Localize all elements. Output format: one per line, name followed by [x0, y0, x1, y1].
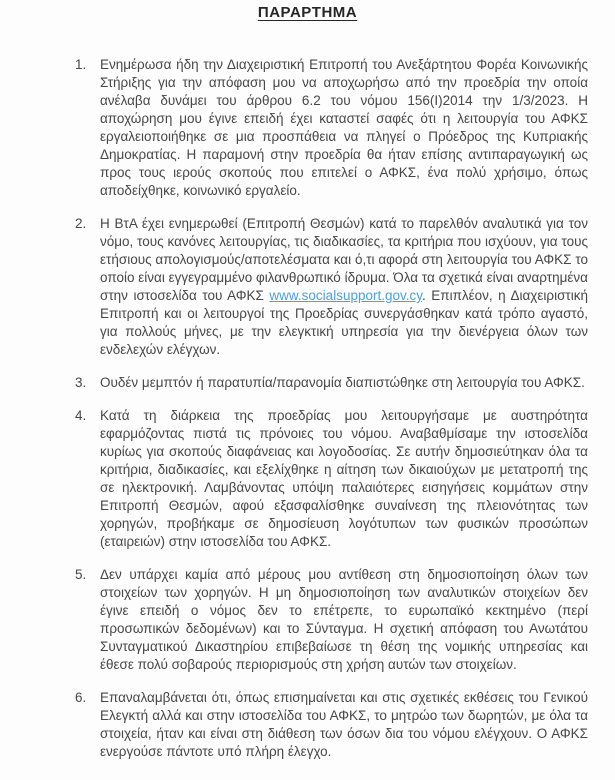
item-number: 4.	[75, 408, 87, 423]
item-text: Κατά τη διάρκεια της προεδρίας μου λειτουργήσαμε με αυστηρότητα εφαρμόζοντας πιστά τις πρόνοιες του νόμου. Αναβαθμίσαμε την ιστοσελίδα κυρίως για σκοπούς διαφάνειας και λογοδοσίας. Σε αυτήν δημοσιεύτηκαν όλα τα κριτήρια, διαδικασίες, και εξελίχθηκε η αίτηση των δικαιούχων με μετατροπή της σε ηλεκτρονική. Λαμβάνοντας υπόψη παλαιότερες εισηγήσεις κομμάτων στην Επιτροπή Θεσμών, αφού εξασφαλίσθηκε συναίνεση της πλειονότητας των χορηγών, προβήκαμε σε δημοσίευση λογότυπων των φυσικών προσώπων (εταιρειών) στην ιστοσελίδα του ΑΦΚΣ.	[100, 408, 588, 549]
item-text: Ενημέρωσα ήδη την Διαχειριστική Επιτροπή του Ανεξάρτητου Φορέα Κοινωνικής Στήριξης για την απόφαση μου να αποχωρήσω από την προεδρία την οποία ανέλαβα δυνάμει του άρθρου 6.2 του νόμου 156(Ι)2014 την 1/3/2023. Η αποχώρηση μου έγινε επειδή έχει καταστεί σαφές ότι η λειτουργία του ΑΦΚΣ εργαλειοποιήθηκε σε μια προσπάθεια να πληγεί ο Πρόεδρος της Κυπριακής Δημοκρατίας. Η παραμονή στην προεδρία θα ήταν επίσης αντιπαραγωγική ως προς τους ιερούς σκοπούς που επιτελεί ο ΑΦΚΣ, ένα πολύ χρήσιμο, όπως αποδείχθηκε, κοινωνικό εργαλείο.	[100, 57, 588, 198]
list-item-3	[0, 374, 588, 392]
list-item-2	[0, 215, 588, 359]
list-item-1	[0, 56, 588, 200]
list-item-5	[0, 566, 588, 674]
item-text-after-link: . Επιπλέον, η Διαχειριστική Επιτροπή και οι λειτουργοί της Προεδρίας συνεργάσθηκαν κατά τρόπο αγαστό, για πολλούς μήνες, με την ελεγκτική υπηρεσία για την διενέργεια όλων των ενδελεχών ελέγχων.	[100, 288, 588, 357]
list-item-4	[0, 407, 588, 551]
item-text-before-link: Η ΒτΑ έχει ενημερωθεί (Επιτροπή Θεσμών) κατά το παρελθόν αναλυτικά για τον νόμο, τους κανόνες λειτουργίας, τις διαδικασίες, τα κριτήρια που ισχύουν, για τους ετήσιους απολογισμούς/αποτελέσματα και ό,τι αφορά στη λειτουργία του ΑΦΚΣ το οποίο είναι εγγεγραμμένο φιλανθρωπικό ίδρυμα. Όλα τα σχετικά είναι αναρτημένα στην ιστοσελίδα του ΑΦΚΣ	[100, 216, 588, 303]
socialsupport-link[interactable]: www.socialsupport.gov.cy	[269, 288, 422, 303]
item-text: Δεν υπάρχει καμία από μέρους μου αντίθεση στη δημοσιοποίηση όλων των στοιχείων των χορηγών. Η μη δημοσιοποίηση των αναλυτικών στοιχείων δεν έγινε επειδή ο νόμος δεν το επέτρεπε, το ευρωπαϊκό κεκτημένο (περί προσωπικών δεδομένων) και το Σύνταγμα. Η σχετική απόφαση του Ανωτάτου Συνταγματικού Δικαστηρίου επιβεβαίωσε τη θέση της νομικής υπηρεσίας και έθεσε πολύ σοβαρούς περιορισμούς στη χρήση αυτών των στοιχείων.	[100, 567, 588, 672]
item-number: 2.	[75, 216, 87, 231]
item-number: 5.	[75, 567, 87, 582]
item-text: Ουδέν μεμπτόν ή παρατυπία/παρανομία διαπιστώθηκε στη λειτουργία του ΑΦΚΣ.	[100, 375, 585, 390]
page-title: ΠΑΡΑΡΤΗΜΑ	[257, 4, 358, 21]
item-number: 6.	[75, 690, 87, 705]
list-item-6	[0, 689, 588, 761]
item-text: Επαναλαμβάνεται ότι, όπως επισημαίνεται και στις σχετικές εκθέσεις του Γενικού Ελεγκτή αλλά και στην ιστοσελίδα του ΑΦΚΣ, το μητρώο των δωρητών, με όλα τα στοιχεία, ήταν και είναι στη διάθεση των όσων δια του νόμου ελέγχουν. Ο ΑΦΚΣ ενεργούσε πάντοτε υπό πλήρη έλεγχο.	[100, 690, 588, 759]
item-number: 1.	[75, 57, 87, 72]
item-number: 3.	[75, 375, 87, 390]
item-text	[100, 215, 588, 359]
